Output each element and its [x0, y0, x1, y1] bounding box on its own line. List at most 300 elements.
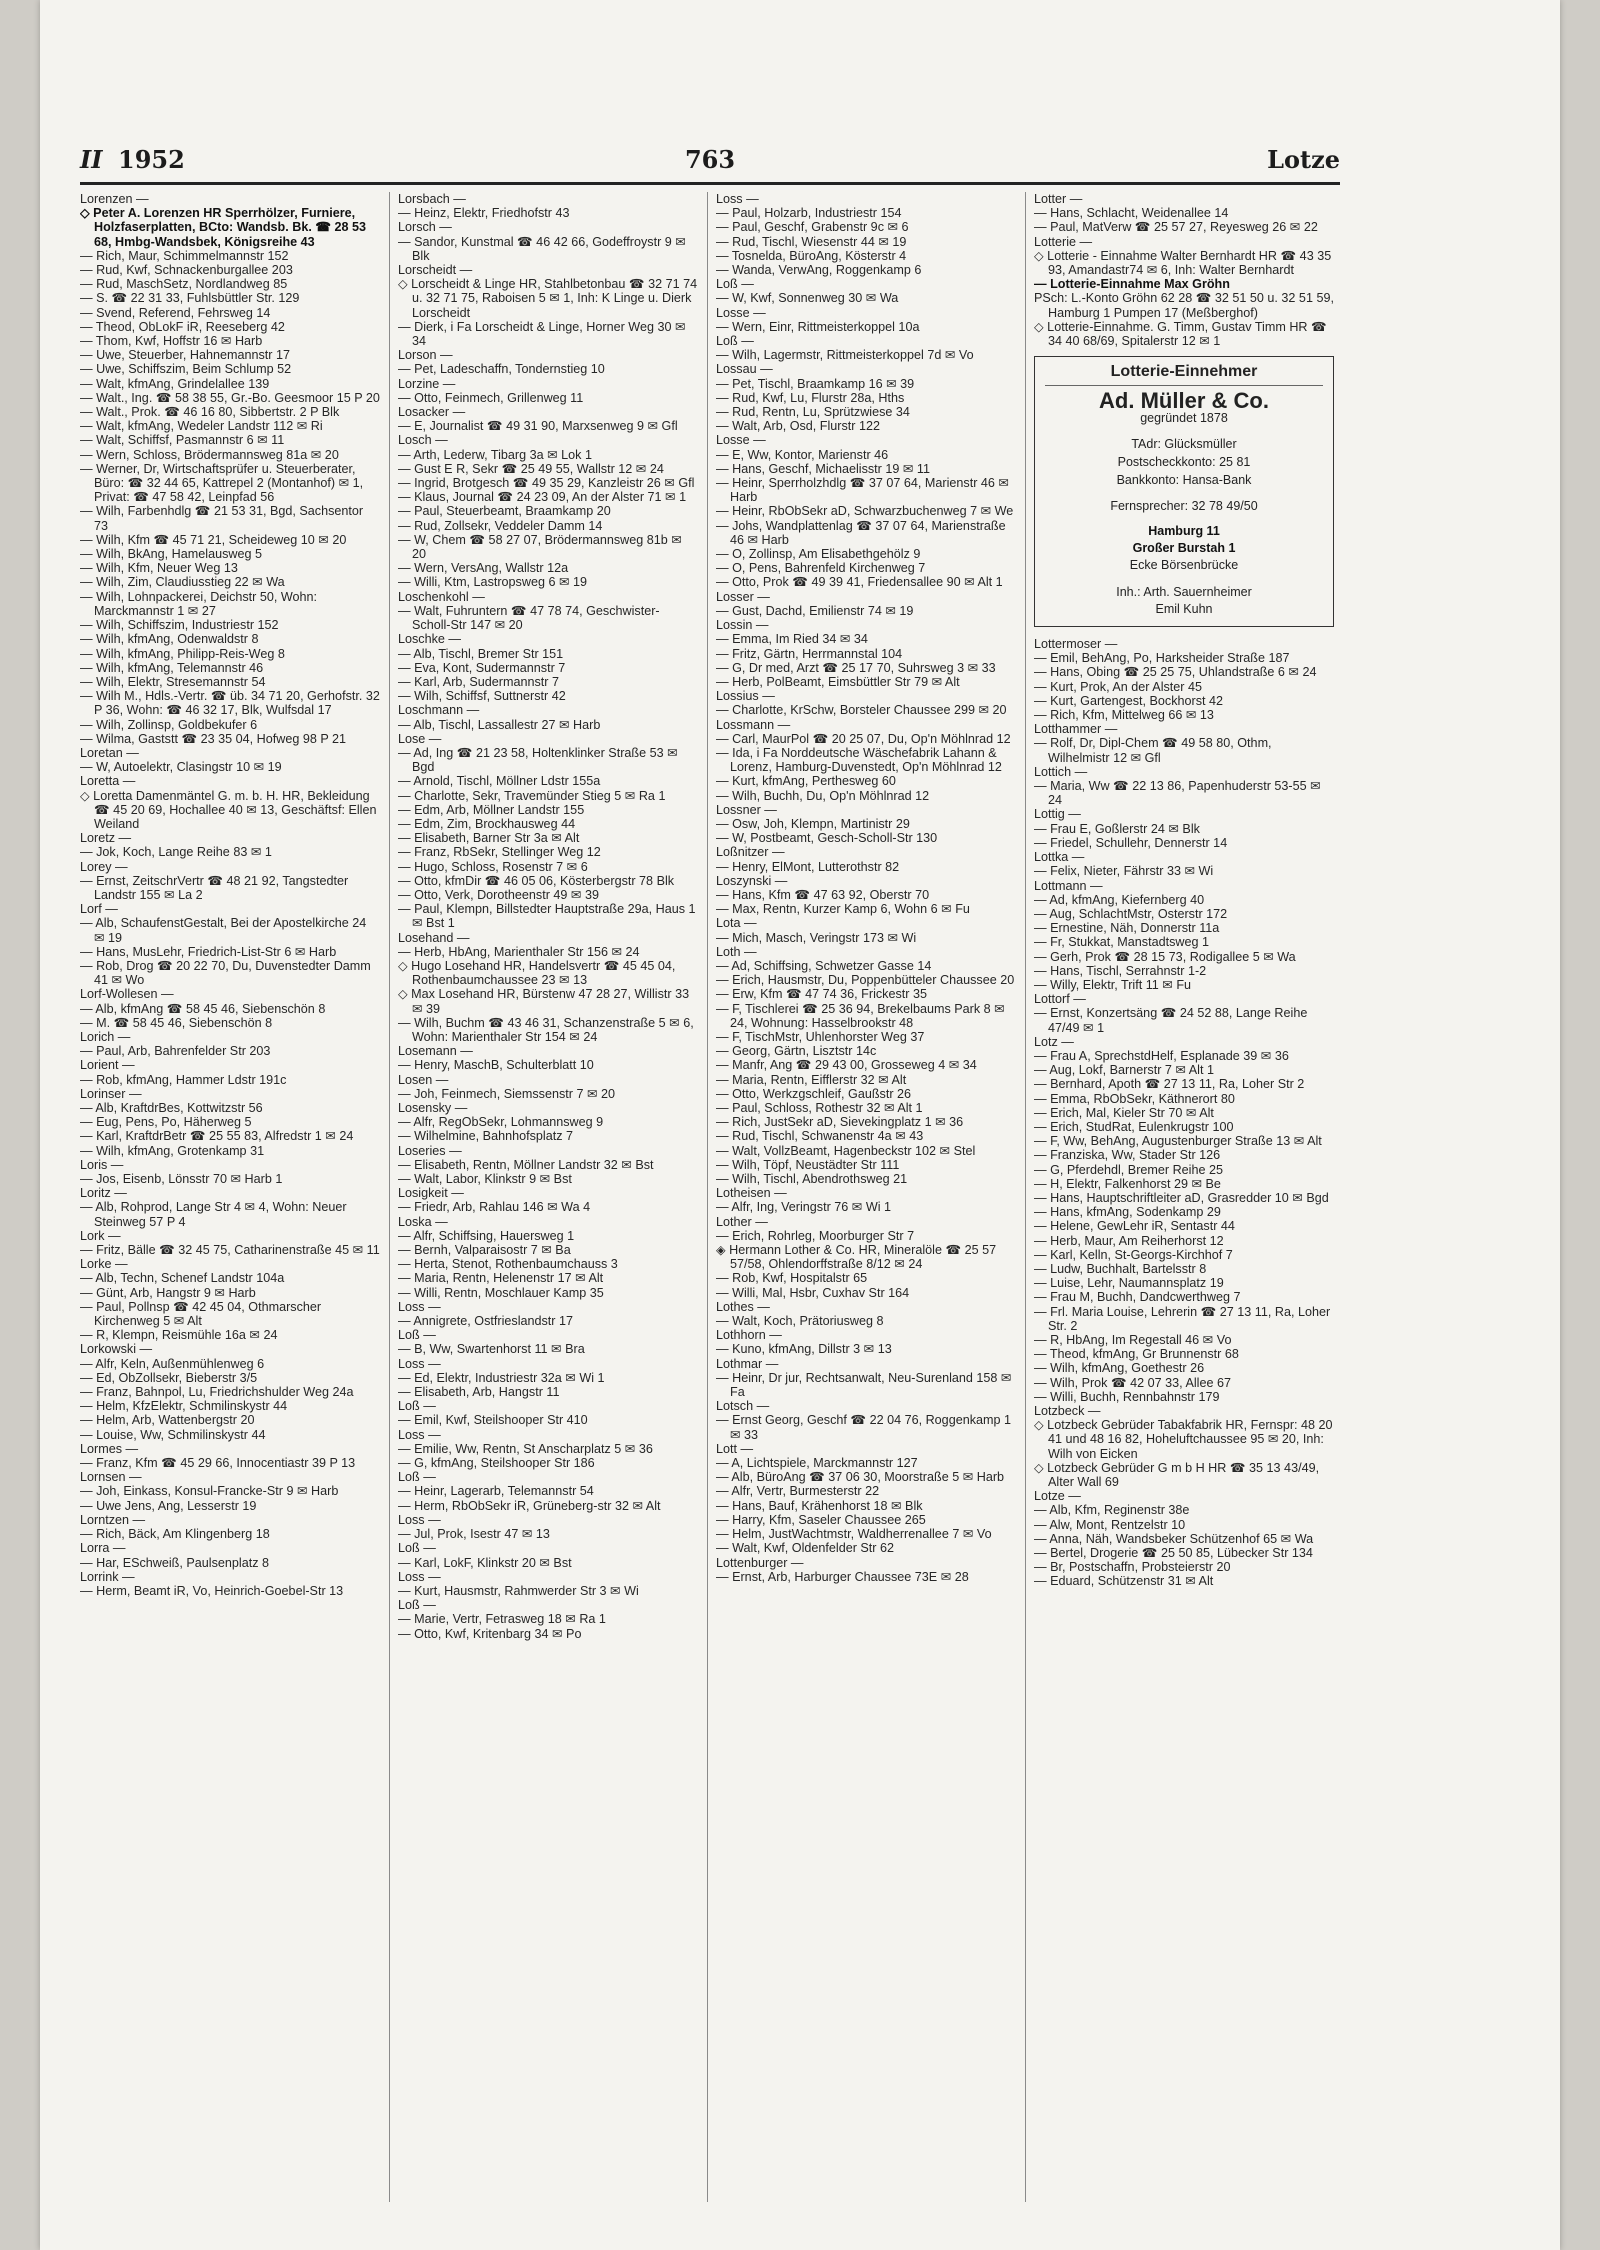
directory-entry: — Rud, Zollsekr, Veddeler Damm 14 — [398, 518, 603, 533]
directory-entry: — W, Chem ☎ 58 27 07, Brödermannsweg 81b ✉ 20 — [398, 532, 682, 562]
directory-entry: — Charlotte, KrSchw, Borsteler Chaussee 299 ✉ 20 — [716, 703, 1007, 718]
directory-entry: — Hans, Hauptschriftleiter aD, Grasredder 10 ✉ Bgd — [1034, 1190, 1329, 1205]
directory-entry: — Joh, Einkass, Konsul-Francke-Str 9 ✉ Harb — [80, 1484, 339, 1499]
directory-entry: — Willi, Buchh, Rennbahnstr 179 — [1034, 1389, 1220, 1404]
ad-telegram-address: TAdr: Glücksmüller — [1131, 436, 1237, 451]
directory-entry: — Emma, Im Ried 34 ✉ 34 — [716, 632, 868, 647]
directory-entry: — Alfr, Schiffsing, Hauersweg 1 — [398, 1228, 575, 1243]
directory-entry: Lottich — — [1034, 764, 1088, 779]
directory-entry: Lorntzen — — [80, 1512, 146, 1527]
directory-entry: Lossin — — [716, 618, 769, 633]
directory-entry: — Heinr, Lagerarb, Telemannstr 54 — [398, 1484, 594, 1499]
directory-entry: Lorf — — [80, 902, 118, 917]
directory-entry: Lossner — — [716, 802, 777, 817]
directory-entry: — Ingrid, Brotgesch ☎ 49 35 29, Kanzleistr 26 ✉ Gfl — [398, 476, 695, 491]
directory-entry: — Wilhelmine, Bahnhofsplatz 7 — [398, 1129, 573, 1144]
directory-entry: — Frau E, Goßlerstr 24 ✉ Blk — [1034, 821, 1200, 836]
directory-entry: — Bernh, Valparaisostr 7 ✉ Ba — [398, 1243, 571, 1258]
directory-entry: — Helm, KfzElektr, Schmilinskystr 44 — [80, 1399, 288, 1414]
directory-entry: — Hans, Geschf, Michaelisstr 19 ✉ 11 — [716, 461, 930, 476]
directory-entry: — Wern, Einr, Rittmeisterkoppel 10a — [716, 319, 920, 334]
directory-entry: — Herb, Maur, Am Reiherhorst 12 — [1034, 1233, 1224, 1248]
directory-entry: — Frau A, SprechstdHelf, Esplanade 39 ✉ 36 — [1034, 1048, 1289, 1063]
directory-entry: — Friedel, Schullehr, Dennerstr 14 — [1034, 835, 1228, 850]
directory-entry: Loß — — [398, 1598, 436, 1613]
directory-entry: — Otto, kfmDir ☎ 46 05 06, Kösterbergstr 78 Blk — [398, 873, 675, 888]
directory-entry: — Gust, Dachd, Emilienstr 74 ✉ 19 — [716, 603, 914, 618]
directory-entry: — Erich, Rohrleg, Moorburger Str 7 — [716, 1228, 915, 1243]
directory-entry: — Walt, kfmAng, Grindelallee 139 — [80, 376, 270, 391]
directory-entry: — Hans, Obing ☎ 25 25 75, Uhlandstraße 6 ✉ 24 — [1034, 665, 1317, 680]
directory-entry: — Paul, Steuerbeamt, Braamkamp 20 — [398, 504, 611, 519]
directory-entry: — A, Lichtspiele, Marckmannstr 127 — [716, 1456, 918, 1471]
ad-corner: Ecke Börsenbrücke — [1129, 558, 1239, 573]
directory-entry: — Rud, Rentn, Lu, Sprützwiese 34 — [716, 405, 910, 420]
ad-bank: Bankkonto: Hansa-Bank — [1116, 472, 1252, 487]
advertisement-box — [1034, 356, 1334, 627]
directory-entry: — Alb, KraftdrBes, Kottwitzstr 56 — [80, 1101, 263, 1115]
directory-entry: — Eva, Kont, Sudermannstr 7 — [398, 660, 566, 675]
directory-entry: Loß — — [716, 277, 754, 292]
directory-entry: — Wilh, Zim, Claudiusstieg 22 ✉ Wa — [80, 575, 285, 590]
directory-entry: — Fritz, Gärtn, Herrmannstal 104 — [716, 646, 903, 661]
directory-entry: — Rud, Kwf, Lu, Flurstr 28a, Hths — [716, 390, 905, 405]
directory-entry: — Walt, Labor, Klinkstr 9 ✉ Bst — [398, 1172, 572, 1187]
directory-entry: — Ida, i Fa Norddeutsche Wäschefabrik Lahann & Lorenz, Hamburg-Duvenstedt, Op'n Möhlnrad 12 — [716, 745, 1002, 775]
directory-entry: — Willy, Elektr, Trift 11 ✉ Fu — [1034, 977, 1192, 992]
directory-entry: Loschke — — [398, 632, 461, 647]
directory-entry: — B, Ww, Swartenhorst 11 ✉ Bra — [398, 1342, 585, 1357]
ad-title: Lotterie-Einnehmer — [1045, 365, 1323, 386]
directory-entry: Lottmann — — [1034, 878, 1103, 893]
directory-entry: — O, Pens, Bahrenfeld Kirchenweg 7 — [716, 561, 926, 576]
directory-entry: — Hans, MusLehr, Friedrich-List-Str 6 ✉ Harb — [80, 944, 337, 959]
directory-entry: — Johs, Wandplattenlag ☎ 37 07 64, Marienstraße 46 ✉ Harb — [716, 518, 1006, 547]
ad-firm-name: Ad. Müller & Co. — [1099, 388, 1269, 414]
directory-entry: Lorscheidt — — [398, 263, 473, 278]
directory-entry: — Uwe Jens, Ang, Lesserstr 19 — [80, 1498, 257, 1513]
page-header — [80, 145, 1340, 179]
directory-entry: — Sandor, Kunstmal ☎ 46 42 66, Godeffroystr 9 ✉ Blk — [398, 234, 686, 263]
ad-owner-2: Emil Kuhn — [1155, 602, 1213, 617]
directory-entry: Lorsbach — — [398, 192, 466, 206]
directory-entry: Lorrink — — [80, 1569, 135, 1584]
directory-entry: — Wern, Schloss, Brödermannsweg 81a ✉ 20 — [80, 447, 339, 462]
directory-entry: Losensky — — [398, 1101, 468, 1115]
directory-entry: — Wilh M., Hdls.-Vertr. ☎ üb. 34 71 20, Gerhofstr. 32 P 36, Wohn: ☎ 46 32 17, Blk, Wulfsdal 17 — [80, 689, 380, 718]
directory-entry: — Paul, Schloss, Rothestr 32 ✉ Alt 1 — [716, 1101, 923, 1115]
directory-entry: Losse — — [716, 433, 766, 448]
directory-entry: — Rob, Kwf, Hospitalstr 65 — [716, 1271, 868, 1286]
column-divider — [707, 192, 708, 2202]
column-4 — [1034, 192, 1334, 2202]
directory-entry: — H, Elektr, Falkenhorst 29 ✉ Be — [1034, 1176, 1221, 1191]
directory-entry: Lottermoser — — [1034, 637, 1118, 652]
directory-entry: — Alb, Techn, Schenef Landstr 104a — [80, 1271, 285, 1286]
directory-entry: Loris — — [80, 1157, 124, 1172]
directory-entry: Lotheisen — — [716, 1186, 787, 1201]
directory-entry: — Wilh, Töpf, Neustädter Str 111 — [716, 1157, 900, 1172]
directory-entry: — S. ☎ 22 31 33, Fuhlsbüttler Str. 129 — [80, 291, 300, 306]
directory-entry: — Heinr, RbObSekr aD, Schwarzbuchenweg 7 ✉ We — [716, 504, 1014, 519]
directory-entry: — Wilh, Schiffszim, Industriestr 152 — [80, 618, 279, 633]
directory-entry: Loska — — [398, 1214, 448, 1229]
directory-entry: Losacker — — [398, 405, 466, 420]
directory-entry: — F, TischMstr, Uhlenhorster Weg 37 — [716, 1029, 925, 1044]
directory-entry: — Joh, Feinmech, Siemssenstr 7 ✉ 20 — [398, 1086, 616, 1101]
directory-entry: — Rud, MaschSetz, Nordlandweg 85 — [80, 277, 288, 292]
directory-entry: — Alfr, Vertr, Burmesterstr 22 — [716, 1484, 880, 1499]
directory-entry: — Har, ESchweiß, Paulsenplatz 8 — [80, 1555, 269, 1570]
directory-entry: — Rud, Tischl, Wiesenstr 44 ✉ 19 — [716, 234, 907, 249]
directory-entry: Lorinser — — [80, 1086, 142, 1101]
directory-entry: Loß — — [398, 1541, 436, 1556]
directory-entry: — Wilh, Lohnpackerei, Deichstr 50, Wohn: Marckmannstr 1 ✉ 27 — [80, 589, 318, 618]
directory-entry: — Carl, MaurPol ☎ 20 25 07, Du, Op'n Möhlnrad 12 — [716, 731, 1011, 746]
directory-entry: Lossius — — [716, 689, 775, 704]
directory-entry: — Mich, Masch, Veringstr 173 ✉ Wi — [716, 930, 917, 945]
directory-entry: — Willi, Rentn, Moschlauer Kamp 35 — [398, 1285, 604, 1300]
directory-entry: — Herb, HbAng, Marienthaler Str 156 ✉ 24 — [398, 944, 640, 959]
column-2 — [398, 192, 698, 2202]
directory-entry: — Paul, Geschf, Grabenstr 9c ✉ 6 — [716, 220, 909, 235]
directory-entry: — Paul, Pollnsp ☎ 42 45 04, Othmarscher Kirchenweg 5 ✉ Alt — [80, 1299, 322, 1329]
directory-entry: — Rich, Maur, Schimmelmannstr 152 — [80, 248, 289, 263]
directory-entry: — Wilh, BkAng, Hamelausweg 5 — [80, 547, 262, 562]
directory-entry: Lottig — — [1034, 807, 1081, 822]
ad-street: Großer Burstah 1 — [1132, 541, 1236, 556]
directory-entry: — Kurt, Prok, An der Alster 45 — [1034, 679, 1202, 694]
directory-entry: — Kurt, kfmAng, Perthesweg 60 — [716, 774, 896, 789]
directory-entry: Loszynski — — [716, 873, 788, 888]
directory-entry: ◇ Loretta Damenmäntel G. m. b. H. HR, Bekleidung ☎ 45 20 69, Hochallee 40 ✉ 13, Geschäftsf: Ellen Weiland — [80, 788, 377, 831]
directory-entry: Lorson — — [398, 348, 453, 363]
directory-entry: — Wilh, Kfm, Neuer Weg 13 — [80, 561, 238, 576]
directory-entry: Lorkowski — — [80, 1342, 153, 1357]
directory-entry: Lottorf — — [1034, 992, 1086, 1007]
directory-entry: — Thom, Kwf, Hoffstr 16 ✉ Harb — [80, 334, 263, 349]
directory-entry: Loretan — — [80, 745, 139, 760]
directory-entry: — Wilh, Prok ☎ 42 07 33, Allee 67 — [1034, 1375, 1231, 1390]
directory-entry: ◇ Max Losehand HR, Bürstenw 47 28 27, Willistr 33 ✉ 39 — [398, 987, 690, 1016]
directory-entry: Lorenzen — — [80, 192, 149, 206]
directory-entry: ◇ Peter A. Lorenzen HR Sperrhölzer, Furniere, Holzfaserplatten, BCto: Wandsb. Bk. ☎ 28 53 68, Hmbg-Wandsbek, Königsreihe 43 — [80, 206, 367, 249]
directory-entry: — Arth, Lederw, Tibarg 3a ✉ Lok 1 — [398, 447, 592, 462]
directory-entry: — Kurt, Gartengest, Bockhorst 42 — [1034, 693, 1223, 708]
directory-entry: Lorke — — [80, 1257, 128, 1272]
directory-entry: ◇ Lotzbeck Gebrüder G m b H HR ☎ 35 13 43/49, Alter Wall 69 — [1034, 1460, 1320, 1490]
directory-entry: — Herb, PolBeamt, Eimsbüttler Str 79 ✉ Alt — [716, 674, 960, 689]
directory-entry: Lothes — — [716, 1299, 770, 1314]
directory-entry: — R, HbAng, Im Regestall 46 ✉ Vo — [1034, 1333, 1232, 1347]
directory-entry: — Alb, Tischl, Lassallestr 27 ✉ Harb — [398, 717, 601, 732]
directory-entry: Lornsen — — [80, 1470, 142, 1485]
ad-phone: Fernsprecher: 32 78 49/50 — [1110, 498, 1258, 513]
directory-entry: — R, Klempn, Reismühle 16a ✉ 24 — [80, 1328, 278, 1343]
directory-entry: Loschmann — — [398, 703, 480, 718]
directory-entry: — Wilh, Buchm ☎ 43 46 31, Schanzenstraße 5 ✉ 6, Wohn: Marienthaler Str 154 ✉ 24 — [398, 1015, 694, 1044]
directory-entry: — Wilh, Zollinsp, Goldbekufer 6 — [80, 717, 258, 732]
directory-entry: — Wilh, Lagermstr, Rittmeisterkoppel 7d ✉ Vo — [716, 348, 974, 363]
ad-owner: Inh.: Arth. Sauernheimer — [1116, 585, 1252, 600]
directory-entry: — Alfr, Keln, Außenmühlenweg 6 — [80, 1356, 265, 1371]
directory-entry: Lottka — — [1034, 850, 1085, 865]
directory-entry: — Eug, Pens, Po, Häherweg 5 — [80, 1115, 252, 1130]
directory-entry: — Edm, Zim, Brockhausweg 44 — [398, 816, 576, 831]
directory-entry: — Herm, Beamt iR, Vo, Heinrich-Goebel-Str 13 — [80, 1583, 344, 1598]
directory-entry: — Wilh, Kfm ☎ 45 71 21, Scheideweg 10 ✉ 20 — [80, 532, 347, 547]
directory-entry: Losemann — — [398, 1044, 473, 1059]
directory-entry: — Uwe, Schiffszim, Beim Schlump 52 — [80, 362, 292, 377]
directory-entry: Loss — — [398, 1569, 441, 1584]
directory-entry: — Marie, Vertr, Fetrasweg 18 ✉ Ra 1 — [398, 1612, 606, 1627]
directory-entry: — Heinr, Sperrholzhdlg ☎ 37 07 64, Marienstr 46 ✉ Harb — [716, 476, 1009, 505]
directory-entry: — Otto, Prok ☎ 49 39 41, Friedensallee 90 ✉ Alt 1 — [716, 575, 1003, 590]
directory-entry: — Ludw, Buchhalt, Bartelsstr 8 — [1034, 1261, 1207, 1276]
directory-entry: — Franz, Kfm ☎ 45 29 66, Innocentiastr 39 P 13 — [80, 1456, 356, 1471]
directory-entry: — W, Postbeamt, Gesch-Scholl-Str 130 — [716, 831, 938, 846]
directory-entry: — Max, Rentn, Kurzer Kamp 6, Wohn 6 ✉ Fu — [716, 902, 970, 917]
directory-entry: — Emma, RbObSekr, Käthnerort 80 — [1034, 1091, 1235, 1106]
directory-entry: — Emil, BehAng, Po, Harksheider Straße 187 — [1034, 651, 1290, 666]
directory-entry: Lothmar — — [716, 1356, 779, 1371]
directory-entry: — Wilh, Farbenhdlg ☎ 21 53 31, Bgd, Sachsentor 73 — [80, 504, 364, 533]
directory-entry: — Rich, Bäck, Am Klingenberg 18 — [80, 1527, 270, 1542]
directory-entry: — Alb, SchaufenstGestalt, Bei der Apostelkirche 24 ✉ 19 — [80, 916, 367, 945]
directory-entry: — Wilh, Schiffsf, Suttnerstr 42 — [398, 689, 566, 704]
directory-entry: — Henry, ElMont, Lutterothstr 82 — [716, 859, 900, 874]
directory-entry: — Ernst, Konzertsäng ☎ 24 52 88, Lange Reihe 47/49 ✉ 1 — [1034, 1006, 1308, 1035]
directory-entry: Lotzbeck — — [1034, 1404, 1101, 1419]
directory-entry: — Gerh, Prok ☎ 28 15 73, Rodigallee 5 ✉ Wa — [1034, 949, 1296, 964]
directory-entry: — Wilh, kfmAng, Philipp-Reis-Weg 8 — [80, 646, 285, 661]
directory-entry: — Werner, Dr, Wirtschaftsprüfer u. Steuerberater, Büro: ☎ 32 44 65, Kattrepel 2 (Montanhof) ✉ 1, Privat: ☎ 47 58 42, Leinpfad 56 — [80, 461, 364, 505]
directory-entry: — Helm, JustWachtmstr, Waldherrenallee 7 ✉ Vo — [716, 1527, 992, 1542]
directory-entry: — Bertel, Drogerie ☎ 25 50 85, Lübecker Str 134 — [1034, 1546, 1313, 1561]
directory-entry: — Maria, Rentn, Helenenstr 17 ✉ Alt — [398, 1271, 604, 1286]
directory-entry: Loss — — [398, 1299, 441, 1314]
directory-entry: — Walt, Schiffsf, Pasmannstr 6 ✉ 11 — [80, 433, 285, 448]
directory-entry: — Paul, Arb, Bahrenfelder Str 203 — [80, 1044, 271, 1059]
directory-entry: — Karl, Kelln, St-Georgs-Kirchhof 7 — [1034, 1247, 1233, 1262]
directory-entry: Lorich — — [80, 1029, 131, 1044]
directory-entry: — G, Dr med, Arzt ☎ 25 17 70, Suhrsweg 3 ✉ 33 — [716, 660, 996, 675]
directory-entry: — W, Autoelektr, Clasingstr 10 ✉ 19 — [80, 760, 282, 775]
directory-entry: Lose — — [398, 731, 442, 746]
directory-entry: Lorient — — [80, 1058, 135, 1073]
directory-entry: Loth — — [716, 944, 757, 959]
directory-entry: — Paul, MatVerw ☎ 25 57 27, Reyesweg 26 ✉ 22 — [1034, 220, 1318, 235]
directory-entry: Lorey — — [80, 859, 128, 874]
header-keyword: Lotze — [1267, 145, 1340, 174]
directory-entry: — Heinr, Dr jur, Rechtsanwalt, Neu-Surenland 158 ✉ Fa — [716, 1370, 1012, 1400]
directory-entry: — Alw, Mont, Rentzelstr 10 — [1034, 1517, 1186, 1532]
directory-entry: — Willi, Ktm, Lastropsweg 6 ✉ 19 — [398, 575, 588, 590]
directory-entry: — Tosnelda, BüroAng, Kösterstr 4 — [716, 248, 907, 263]
column-1 — [80, 192, 380, 2202]
directory-entry: — Paul, Holzarb, Industriestr 154 — [716, 206, 902, 221]
directory-entry: — Aug, SchlachtMstr, Osterstr 172 — [1034, 906, 1228, 921]
directory-entry: — Kurt, Hausmstr, Rahmwerder Str 3 ✉ Wi — [398, 1583, 639, 1598]
column-divider — [1025, 192, 1026, 2202]
directory-entry: — Friedr, Arb, Rahlau 146 ✉ Wa 4 — [398, 1200, 591, 1215]
directory-entry: — Franz, Bahnpol, Lu, Friedrichshulder Weg 24a — [80, 1385, 354, 1400]
directory-entry: — Walt., Ing. ☎ 58 38 55, Gr.-Bo. Geesmoor 15 P 20 — [80, 390, 380, 405]
directory-entry: — Charlotte, Sekr, Travemünder Stieg 5 ✉ Ra 1 — [398, 788, 666, 803]
directory-entry: — G, Pferdehdl, Bremer Reihe 25 — [1034, 1162, 1223, 1177]
directory-entry: Loretz — — [80, 831, 132, 846]
directory-entry: — Otto, Werkzgschleif, Gaußstr 26 — [716, 1086, 912, 1101]
directory-entry: — Rich, JustSekr aD, Sievekingplatz 1 ✉ 36 — [716, 1115, 964, 1130]
directory-entry: Lork — — [80, 1228, 121, 1243]
directory-entry: Loss — — [398, 1356, 441, 1371]
directory-entry: — M. ☎ 58 45 46, Siebenschön 8 — [80, 1015, 273, 1030]
directory-entry: — Annigrete, Ostfrieslandstr 17 — [398, 1314, 573, 1329]
directory-entry: — Wilh, kfmAng, Grotenkamp 31 — [80, 1143, 265, 1158]
directory-entry: — Heinz, Elektr, Friedhofstr 43 — [398, 206, 570, 221]
directory-entry: Losser — — [716, 589, 770, 604]
directory-entry: — Fr, Stukkat, Manstadtsweg 1 — [1034, 935, 1209, 950]
directory-entry: Loss — — [398, 1512, 441, 1527]
directory-entry: — Franz, RbSekr, Stellinger Weg 12 — [398, 845, 601, 860]
directory-entry: — Erw, Kfm ☎ 47 74 36, Frickestr 35 — [716, 987, 927, 1002]
directory-entry: — Hugo, Schloss, Rosenstr 7 ✉ 6 — [398, 859, 588, 874]
directory-page — [40, 0, 1560, 2250]
directory-entry: Loß — — [398, 1328, 436, 1343]
directory-entry: — Pet, Ladeschaffn, Tondernstieg 10 — [398, 362, 605, 377]
directory-entry: Lossmann — — [716, 717, 791, 732]
directory-entry: — Jok, Koch, Lange Reihe 83 ✉ 1 — [80, 845, 272, 860]
directory-entry: — Arnold, Tischl, Möllner Ldstr 155a — [398, 774, 601, 789]
directory-entry: — F, Ww, BehAng, Augustenburger Straße 13 ✉ Alt — [1034, 1134, 1322, 1149]
directory-entry: — Otto, Verk, Dorotheenstr 49 ✉ 39 — [398, 887, 599, 902]
directory-entry: — Harry, Kfm, Saseler Chaussee 265 — [716, 1512, 926, 1527]
directory-entry: — Theod, kfmAng, Gr Brunnenstr 68 — [1034, 1347, 1239, 1362]
directory-entry: Lotze — — [1034, 1489, 1081, 1504]
directory-entry: — Wilh, kfmAng, Telemannstr 46 — [80, 660, 264, 675]
directory-entry: — Bernhard, Apoth ☎ 27 13 11, Ra, Loher Str 2 — [1034, 1077, 1305, 1092]
directory-entry: Loss — — [398, 1427, 441, 1442]
directory-entry: Lorsch — — [398, 220, 452, 235]
directory-entry: — Ernst, Arb, Harburger Chaussee 73E ✉ 28 — [716, 1569, 969, 1584]
directory-entry: — E, Journalist ☎ 49 31 90, Marxsenweg 9 ✉ Gfl — [398, 419, 678, 434]
ad-city: Hamburg 11 — [1148, 524, 1220, 539]
directory-entry: Lother — — [716, 1214, 768, 1229]
directory-entry: — Ad, kfmAng, Kiefernberg 40 — [1034, 892, 1205, 907]
directory-entry: — Wern, VersAng, Wallstr 12a — [398, 561, 569, 576]
directory-entry: — Otto, Feinmech, Grillenweg 11 — [398, 390, 584, 405]
directory-entry: — Emilie, Ww, Rentn, St Anscharplatz 5 ✉ 36 — [398, 1441, 653, 1456]
directory-entry: Lotterie — — [1034, 234, 1093, 249]
directory-entry: — Ernst Georg, Geschf ☎ 22 04 76, Roggenkamp 1 ✉ 33 — [716, 1413, 1011, 1442]
directory-entry: Lotthammer — — [1034, 722, 1118, 737]
directory-entry: Losse — — [716, 305, 766, 320]
header-rule — [80, 182, 1340, 185]
directory-entry: — Klaus, Journal ☎ 24 23 09, An der Alster 71 ✉ 1 — [398, 490, 687, 505]
directory-entry: Loß — — [398, 1399, 436, 1414]
directory-entry: — Ernestine, Näh, Donnerstr 11a — [1034, 921, 1220, 936]
column-3 — [716, 192, 1016, 2202]
directory-entry: — Hans, Kfm ☎ 47 63 92, Oberstr 70 — [716, 887, 930, 902]
directory-entry: — Wilma, Gaststt ☎ 23 35 04, Hofweg 98 P 21 — [80, 731, 347, 746]
directory-entry: — Alb, Kfm, Reginenstr 38e — [1034, 1503, 1190, 1518]
directory-entry: Lotsch — — [716, 1399, 770, 1414]
directory-entry: — Manfr, Ang ☎ 29 43 00, Grosseweg 4 ✉ 34 — [716, 1058, 977, 1073]
directory-entry: — G, kfmAng, Steilshooper Str 186 — [398, 1456, 595, 1471]
directory-entry: Losch — — [398, 433, 448, 448]
directory-entry: — Walt, Koch, Prätoriusweg 8 — [716, 1314, 884, 1329]
directory-entry: — Georg, Gärtn, Lisztstr 14c — [716, 1044, 877, 1059]
directory-entry: — Alfr, Ing, Veringstr 76 ✉ Wi 1 — [716, 1200, 892, 1215]
directory-entry: — Luise, Lehr, Naumannsplatz 19 — [1034, 1276, 1224, 1291]
directory-entry: — Wilh, Elektr, Stresemannstr 54 — [80, 674, 266, 689]
directory-entry: — Walt, Arb, Osd, Flurstr 122 — [716, 419, 880, 434]
directory-entry: — Karl, LokF, Klinkstr 20 ✉ Bst — [398, 1555, 572, 1570]
directory-entry: Lotter — — [1034, 192, 1083, 206]
directory-entry: Losen — — [398, 1072, 449, 1087]
directory-entry: — Jos, Eisenb, Lönsstr 70 ✉ Harb 1 — [80, 1172, 283, 1187]
directory-entry: Lottenburger — — [716, 1555, 804, 1570]
directory-entry: ◇ Lotzbeck Gebrüder Tabakfabrik HR, Fernspr: 48 20 41 und 48 16 82, Hoheluftchaussee 95 ✉ 20, Inh: Wilh von Eicken — [1034, 1418, 1333, 1461]
directory-entry: — Henry, MaschB, Schulterblatt 10 — [398, 1058, 594, 1073]
directory-entry: — Wanda, VerwAng, Roggenkamp 6 — [716, 263, 922, 278]
directory-entry: Loseries — — [398, 1143, 462, 1158]
directory-entry: — Alb, Rohprod, Lange Str 4 ✉ 4, Wohn: Neuer Steinweg 57 P 4 — [80, 1200, 347, 1229]
directory-entry: — Rob, kfmAng, Hammer Ldstr 191c — [80, 1072, 287, 1087]
directory-entry: — Hans, Bauf, Krähenhorst 18 ✉ Blk — [716, 1498, 923, 1513]
directory-entry: — Erich, Mal, Kieler Str 70 ✉ Alt — [1034, 1105, 1214, 1120]
directory-entry: — Alb, kfmAng ☎ 58 45 46, Siebenschön 8 — [80, 1001, 326, 1016]
directory-entry: — Anna, Näh, Wandsbeker Schützenhof 65 ✉ Wa — [1034, 1531, 1314, 1546]
directory-entry: Lorra — — [80, 1541, 126, 1556]
directory-entry: ◈ Hermann Lother & Co. HR, Mineralöle ☎ 25 57 57/58, Ohlendorffstraße 8/12 ✉ 24 — [716, 1243, 997, 1272]
directory-entry: — Wilh, Buchh, Du, Op'n Möhlnrad 12 — [716, 788, 930, 803]
directory-entry: — Gust E R, Sekr ☎ 25 49 55, Wallstr 12 ✉ 24 — [398, 461, 664, 476]
ad-founded: gegründet 1878 — [1140, 410, 1228, 425]
directory-entry: — Dierk, i Fa Lorscheidt & Linge, Horner Weg 30 ✉ 34 — [398, 319, 686, 349]
directory-entry: — Kuno, kfmAng, Dillstr 3 ✉ 13 — [716, 1342, 892, 1357]
directory-entry: — Fritz, Bälle ☎ 32 45 75, Catharinenstraße 45 ✉ 11 — [80, 1243, 380, 1258]
year: 1952 — [118, 145, 185, 174]
directory-entry: — Hans, Tischl, Serrahnstr 1-2 — [1034, 963, 1207, 978]
directory-entry: — Osw, Joh, Klempn, Martinistr 29 — [716, 816, 910, 831]
directory-entry: — Erich, Hausmstr, Du, Poppenbütteler Chaussee 20 — [716, 973, 1015, 988]
directory-entry: — Maria, Rentn, Eifflerstr 32 ✉ Alt — [716, 1072, 907, 1087]
directory-entry: — Eduard, Schützenstr 31 ✉ Alt — [1034, 1574, 1214, 1589]
directory-entry: Loritz — — [80, 1186, 127, 1201]
directory-entry: — Ad, Schiffsing, Schwetzer Gasse 14 — [716, 958, 932, 973]
directory-entry: ◇ Lotterie-Einnahme. G. Timm, Gustav Timm HR ☎ 34 40 68/69, Spitalerstr 12 ✉ 1 — [1034, 319, 1327, 349]
directory-entry: — Ad, Ing ☎ 21 23 58, Holtenklinker Straße 53 ✉ Bgd — [398, 745, 678, 775]
directory-entry: PSch: L.-Konto Gröhn 62 28 ☎ 32 51 50 u. 32 51 59, Hamburg 1 Pumpen 17 (Meßberghof) — [1034, 291, 1334, 320]
directory-entry: — Helm, Arb, Wattenbergstr 20 — [80, 1413, 255, 1428]
directory-entry: — Franziska, Ww, Stader Str 126 — [1034, 1148, 1221, 1163]
directory-entry: Lotz — — [1034, 1034, 1074, 1049]
directory-entry: Lott — — [716, 1441, 754, 1456]
directory-entry: — Wilh, kfmAng, Odenwaldstr 8 — [80, 632, 259, 647]
directory-entry: — Erich, StudRat, Eulenkrugstr 100 — [1034, 1119, 1234, 1134]
directory-entry: — Walt, VollzBeamt, Hagenbeckstr 102 ✉ Stel — [716, 1143, 976, 1158]
directory-entry: — Paul, Klempn, Billstedter Hauptstraße 29a, Haus 1 ✉ Bst 1 — [398, 902, 696, 931]
directory-entry: — Alb, BüroAng ☎ 37 06 30, Moorstraße 5 ✉ Harb — [716, 1470, 1005, 1485]
directory-entry: — Walt, Kwf, Oldenfelder Str 62 — [716, 1541, 895, 1556]
directory-entry: — Svend, Referend, Fehrsweg 14 — [80, 305, 271, 320]
directory-entry: — E, Ww, Kontor, Marienstr 46 — [716, 447, 889, 462]
directory-entry: — Elisabeth, Rentn, Möllner Landstr 32 ✉ Bst — [398, 1157, 654, 1172]
directory-entry: Loß — — [716, 334, 754, 349]
directory-entry: — Rolf, Dr, Dipl-Chem ☎ 49 58 80, Othm, Wilhelmistr 12 ✉ Gfl — [1034, 736, 1272, 765]
directory-entry: — Helene, GewLehr iR, Sentastr 44 — [1034, 1219, 1235, 1234]
